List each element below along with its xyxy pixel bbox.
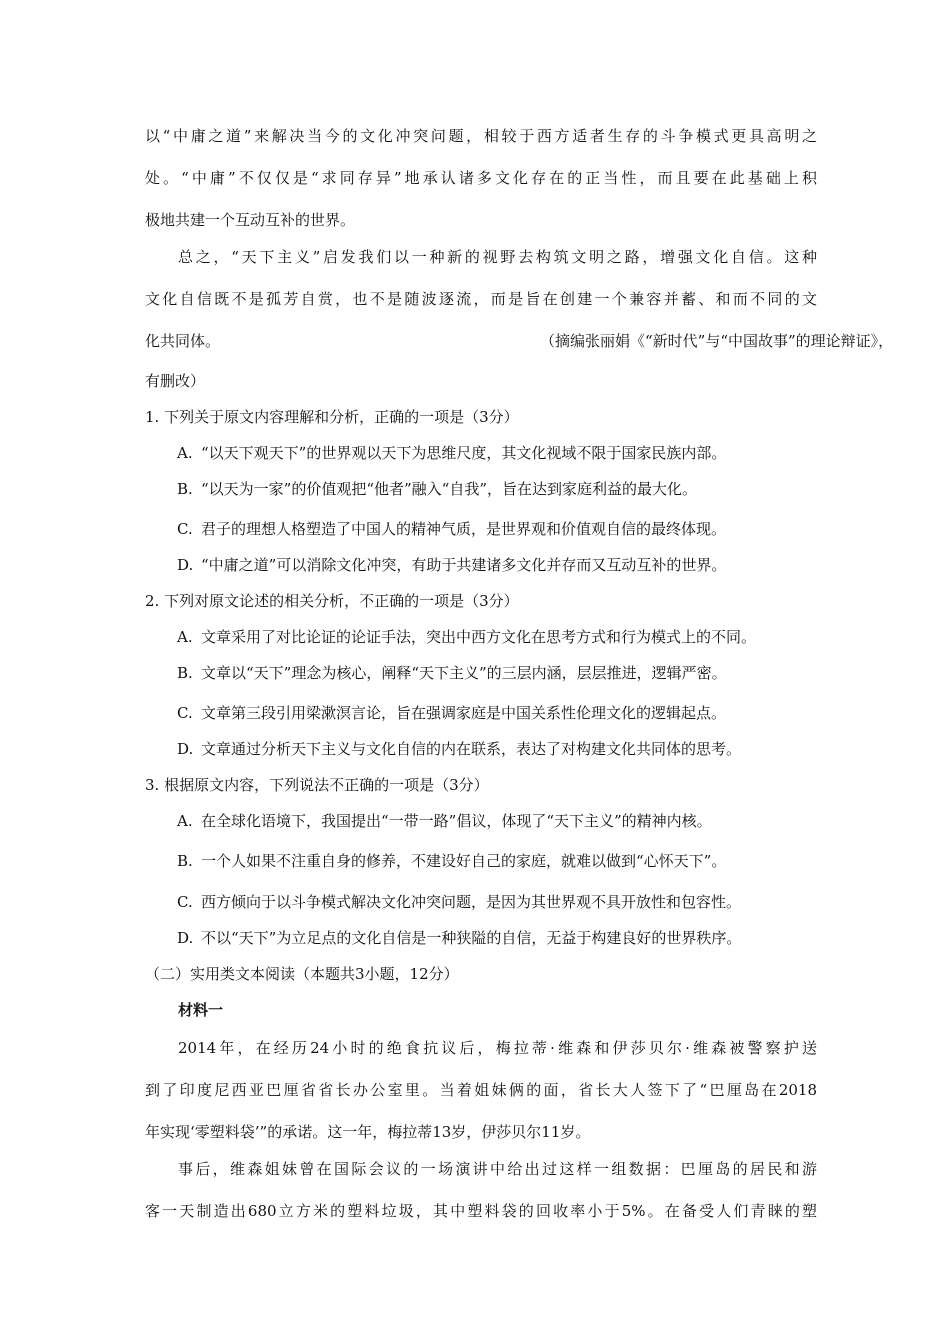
option-text: 文章以“天下”理念为核心，阐释“天下主义”的三层内涵，层层推进，逻辑严密。 — [201, 664, 727, 682]
option-label: B. — [177, 664, 193, 682]
paragraph-line: 到了印度尼西亚巴厘省省长办公室里。当着姐妹俩的面，省长大人签下了“巴厘岛在2018 — [145, 1081, 817, 1099]
option-label: C. — [177, 704, 193, 722]
option-item — [177, 441, 837, 465]
citation-continued: 有删改） — [145, 372, 206, 390]
paragraph-line: 处。“中庸”不仅仅是“求同存异”地承认诸多文化存在的正当性，而且要在此基础上积 — [145, 169, 817, 187]
option-text: 西方倾向于以斗争模式解决文化冲突问题，是因为其世界观不具开放性和包容性。 — [201, 893, 742, 911]
citation: （摘编张丽娟《“新时代”与“中国故事”的理论辩证》， — [540, 332, 894, 350]
paragraph-line: 客一天制造出680立方米的塑料垃圾，其中塑料袋的回收率小于5%。在备受人们青睐的塑 — [145, 1202, 817, 1220]
option-item — [177, 737, 837, 761]
option-text: 文章通过分析天下主义与文化自信的内在联系，表达了对构建文化共同体的思考。 — [201, 740, 742, 758]
option-text: 君子的理想人格塑造了中国人的精神气质，是世界观和价值观自信的最终体现。 — [201, 520, 727, 538]
option-item — [177, 701, 837, 725]
question-stem: 1. 下列关于原文内容理解和分析，正确的一项是（3分） — [145, 408, 519, 426]
option-text: 文章第三段引用梁漱溟言论，旨在强调家庭是中国关系性伦理文化的逻辑起点。 — [201, 704, 727, 722]
option-text: “中庸之道”可以消除文化冲突，有助于共建诸多文化并存而又互动互补的世界。 — [201, 556, 727, 574]
option-label: D. — [177, 740, 194, 758]
option-label: A. — [177, 812, 193, 830]
paragraph-citation-line — [145, 329, 894, 353]
section-heading: （二）实用类文本阅读（本题共3小题，12分） — [145, 965, 459, 983]
option-item — [177, 890, 837, 914]
paragraph-line: 文化自信既不是孤芳自赏，也不是随波逐流，而是旨在创建一个兼容并蓄、和而不同的文 — [145, 290, 817, 308]
option-text: 在全球化语境下，我国提出“一带一路”倡议，体现了“天下主义”的精神内核。 — [201, 812, 712, 830]
option-item — [177, 625, 837, 649]
option-item — [177, 553, 837, 577]
option-text: “以天为一家”的价值观把“他者”融入“自我”，旨在达到家庭利益的最大化。 — [201, 480, 698, 498]
option-label: D. — [177, 929, 194, 947]
option-text: “以天下观天下”的世界观以天下为思维尺度，其文化视域不限于国家民族内部。 — [201, 444, 727, 462]
option-label: C. — [177, 520, 193, 538]
option-item — [177, 926, 837, 950]
question-stem: 2. 下列对原文论述的相关分析，不正确的一项是（3分） — [145, 592, 519, 610]
option-item — [177, 477, 837, 501]
option-item — [177, 517, 837, 541]
paragraph-line: 总之，“天下主义”启发我们以一种新的视野去构筑文明之路，增强文化自信。这种 — [178, 248, 817, 266]
material-title: 材料一 — [178, 1001, 224, 1019]
option-text: 文章采用了对比论证的论证手法，突出中西方文化在思考方式和行为模式上的不同。 — [201, 628, 757, 646]
option-label: A. — [177, 444, 193, 462]
paragraph-line: 以“中庸之道”来解决当今的文化冲突问题，相较于西方适者生存的斗争模式更具高明之 — [145, 127, 817, 145]
option-label: C. — [177, 893, 193, 911]
paragraph-line-end: 化共同体。 — [145, 332, 221, 350]
option-label: B. — [177, 852, 193, 870]
paragraph-line: 年实现‘零塑料袋’”的承诺。这一年，梅拉蒂13岁，伊莎贝尔11岁。 — [145, 1123, 591, 1141]
option-item — [177, 809, 837, 833]
paragraph-line: 2014年，在经历24小时的绝食抗议后，梅拉蒂·维森和伊莎贝尔·维森被警察护送 — [178, 1039, 817, 1057]
option-text: 不以“天下”为立足点的文化自信是一种狭隘的自信，无益于构建良好的世界秩序。 — [201, 929, 742, 947]
option-label: B. — [177, 480, 193, 498]
option-item — [177, 849, 837, 873]
paragraph-line: 极地共建一个互动互补的世界。 — [145, 211, 356, 229]
option-label: A. — [177, 628, 193, 646]
option-item — [177, 661, 837, 685]
option-label: D. — [177, 556, 194, 574]
question-stem: 3. 根据原文内容，下列说法不正确的一项是（3分） — [145, 776, 489, 794]
option-text: 一个人如果不注重自身的修养，不建设好自己的家庭，就难以做到“心怀天下”。 — [201, 852, 727, 870]
paragraph-line: 事后，维森姐妹曾在国际会议的一场演讲中给出过这样一组数据：巴厘岛的居民和游 — [178, 1160, 817, 1178]
